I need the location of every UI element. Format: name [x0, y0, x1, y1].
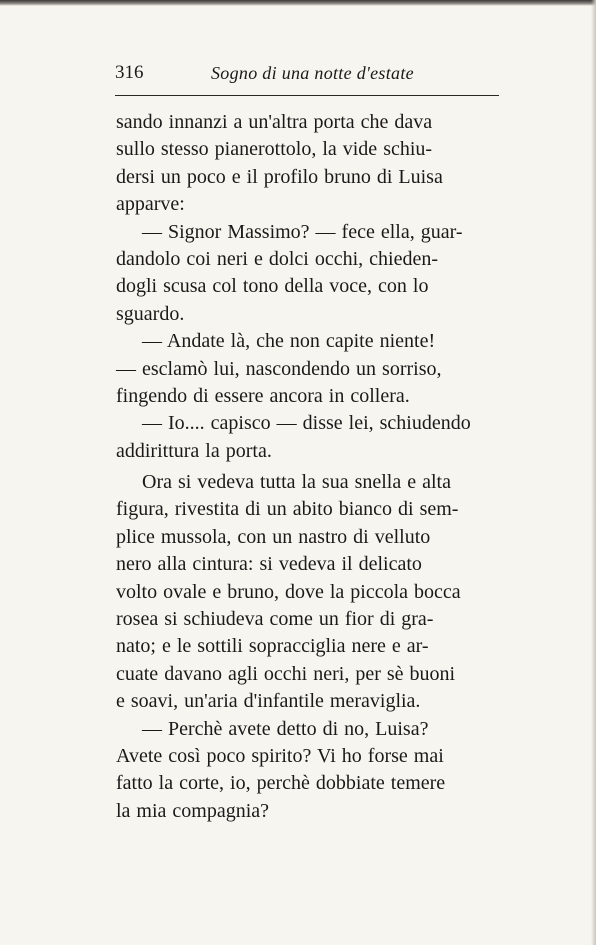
- text-line: plice mussola, con un nastro di velluto: [116, 525, 431, 548]
- body-text: [116, 109, 542, 825]
- text-line: cuate davano agli occhi neri, per sè buoni: [116, 662, 456, 685]
- text-line: dandolo coi neri e dolci occhi, chieden-: [116, 247, 438, 270]
- text-line: volto ovale e bruno, dove la piccola bocca: [116, 580, 461, 603]
- running-header: [115, 60, 499, 88]
- text-line: sullo stesso pianerottolo, la vide schiu-: [116, 138, 433, 161]
- running-title: Sogno di una notte d'estate: [211, 63, 414, 83]
- text-line: rosea si schiudeva come un fior di gra-: [116, 608, 434, 631]
- header-rule: [115, 95, 499, 96]
- text-line: fatto la corte, io, perchè dobbiate temere: [116, 772, 446, 795]
- page-top-edge-shadow: [0, 0, 596, 6]
- text-line: — esclamò lui, nascondendo un sorriso,: [116, 357, 442, 380]
- text-line: Ora si vedeva tutta la sua snella e alta: [142, 471, 451, 494]
- text-line: sando innanzi a un'altra porta che dava: [116, 111, 433, 133]
- text-line: dersi un poco e il profilo bruno di Luisa: [116, 165, 443, 188]
- text-line: figura, rivestita di un abito bianco di sem-: [116, 498, 459, 521]
- text-line: — Io.... capisco — disse lei, schiudendo: [142, 412, 471, 435]
- text-line: fingendo di essere ancora in collera.: [116, 384, 410, 407]
- text-line: nero alla cintura: si vedeva il delicato: [116, 553, 422, 576]
- text-line: — Andate là, che non capite niente!: [142, 330, 436, 353]
- text-line: addirittura la porta.: [116, 439, 272, 462]
- text-line: — Signor Massimo? — fece ella, guar-: [142, 220, 463, 243]
- text-line: Avete così poco spirito? Vi ho forse mai: [116, 744, 444, 767]
- text-line: apparve:: [116, 193, 185, 216]
- text-line: sguardo.: [116, 302, 185, 325]
- text-line: e soavi, un'aria d'infantile meraviglia.: [116, 690, 421, 713]
- page-right-edge-shadow: [591, 0, 596, 945]
- text-line: dogli scusa col tono della voce, con lo: [116, 275, 429, 298]
- text-line: nato; e le sottili sopracciglia nere e ar-: [116, 635, 429, 658]
- text-line: la mia compagnia?: [116, 799, 270, 822]
- page-number: 316: [115, 62, 144, 83]
- text-line: — Perchè avete detto di no, Luisa?: [142, 717, 429, 740]
